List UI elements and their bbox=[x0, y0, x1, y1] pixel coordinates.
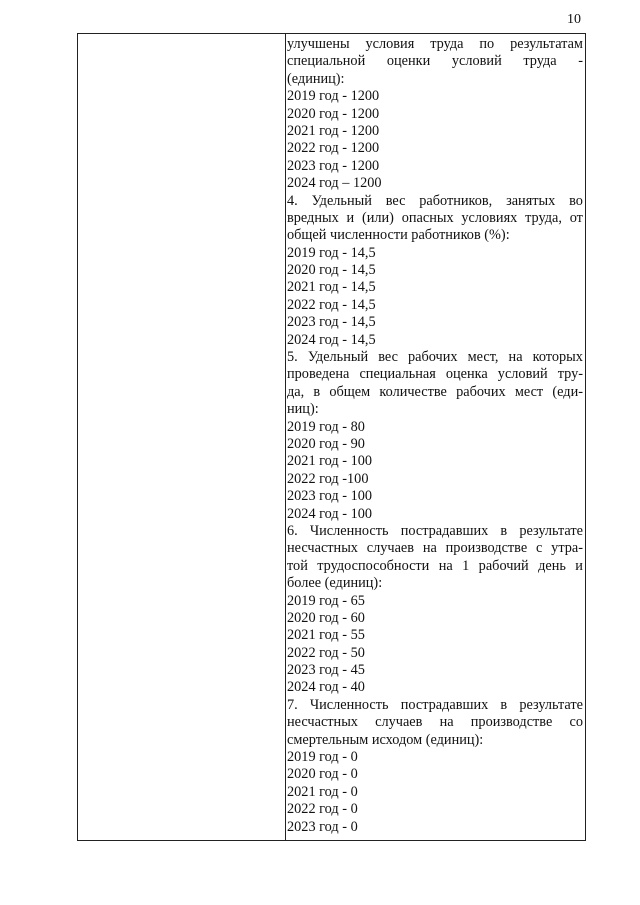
heading-word: Численность bbox=[309, 696, 389, 713]
indicator-heading-line bbox=[287, 558, 583, 575]
heading-word: которых bbox=[532, 349, 583, 366]
heading-word: на bbox=[508, 349, 523, 366]
year-value-line: 2024 год - 14,5 bbox=[287, 331, 376, 348]
year-value-line: 2023 год - 100 bbox=[287, 488, 373, 505]
indicator-heading-line bbox=[287, 540, 583, 557]
heading-text: более (единиц): bbox=[287, 575, 383, 592]
heading-word: пострадавших bbox=[400, 696, 489, 713]
heading-word: на bbox=[438, 557, 453, 574]
table-right-column bbox=[287, 36, 583, 836]
year-value-line: 2024 год - 100 bbox=[287, 505, 373, 522]
heading-word: рабочих bbox=[408, 349, 458, 366]
heading-word: мест, bbox=[467, 349, 499, 366]
heading-word: условий bbox=[497, 366, 548, 383]
heading-word: в bbox=[313, 383, 321, 400]
heading-word: день bbox=[538, 557, 566, 574]
heading-word: оценка bbox=[445, 366, 488, 383]
heading-word: во bbox=[569, 192, 583, 209]
heading-word: Численность bbox=[309, 522, 389, 539]
indicator-heading-line bbox=[287, 732, 583, 749]
heading-word: - bbox=[578, 53, 583, 70]
year-value-line: 2022 год - 1200 bbox=[287, 140, 380, 157]
year-value-line: 2020 год - 14,5 bbox=[287, 262, 376, 279]
year-value-line: 2021 год - 100 bbox=[287, 453, 373, 470]
heading-word: вес bbox=[378, 349, 398, 366]
year-value-line: 2020 год - 0 bbox=[287, 766, 358, 783]
indicator-block bbox=[287, 349, 583, 523]
heading-word: трудоспособности bbox=[317, 557, 430, 574]
heading-word: занятых bbox=[506, 192, 556, 209]
heading-word: утра- bbox=[551, 540, 583, 557]
heading-word: общем bbox=[329, 383, 371, 400]
heading-text: смертельным исходом (единиц): bbox=[287, 731, 484, 748]
indicator-heading-line bbox=[287, 36, 583, 53]
indicator-table bbox=[77, 33, 586, 841]
indicator-block bbox=[287, 697, 583, 836]
indicator-heading-line bbox=[287, 71, 583, 88]
indicator-heading-line bbox=[287, 227, 583, 244]
year-value-line: 2024 год - 40 bbox=[287, 679, 365, 696]
indicator-block bbox=[287, 36, 583, 193]
year-value-line: 2022 год - 50 bbox=[287, 644, 365, 661]
heading-word: на bbox=[422, 540, 437, 557]
heading-word: вредных bbox=[287, 209, 339, 226]
heading-word: 1 bbox=[462, 557, 470, 574]
heading-word: специальной bbox=[287, 53, 366, 70]
indicator-heading-line bbox=[287, 575, 583, 592]
heading-word: специальная bbox=[359, 366, 436, 383]
heading-word: производстве bbox=[445, 540, 528, 557]
year-value-line: 2019 год - 80 bbox=[287, 418, 365, 435]
heading-word: 4. bbox=[287, 192, 298, 209]
heading-word: тру- bbox=[557, 366, 583, 383]
heading-word: по bbox=[479, 36, 495, 52]
heading-word: 6. bbox=[287, 522, 298, 539]
indicator-heading-line bbox=[287, 349, 583, 366]
page-number: 10 bbox=[567, 12, 581, 27]
year-value-line: 2021 год - 0 bbox=[287, 783, 358, 800]
heading-word: мест bbox=[514, 383, 544, 400]
year-value-line: 2019 год - 1200 bbox=[287, 88, 380, 105]
year-value-line: 2022 год -100 bbox=[287, 470, 369, 487]
indicator-heading-line bbox=[287, 193, 583, 210]
heading-word: в bbox=[500, 522, 508, 539]
heading-word: случаев bbox=[366, 540, 415, 557]
indicator-heading-line bbox=[287, 714, 583, 731]
year-value-line: 2021 год - 14,5 bbox=[287, 279, 376, 296]
heading-word: от bbox=[569, 209, 583, 226]
indicator-heading-line bbox=[287, 210, 583, 227]
heading-word: да, bbox=[287, 383, 305, 400]
year-value-line: 2024 год – 1200 bbox=[287, 175, 382, 192]
heading-word: несчастных bbox=[287, 540, 358, 557]
heading-word: и bbox=[346, 209, 355, 226]
heading-word: условиях bbox=[461, 209, 518, 226]
year-value-line: 2023 год - 14,5 bbox=[287, 314, 376, 331]
heading-word: 7. bbox=[287, 696, 298, 713]
year-value-line: 2020 год - 90 bbox=[287, 435, 365, 452]
heading-word: в bbox=[500, 696, 508, 713]
year-value-line: 2023 год - 45 bbox=[287, 662, 365, 679]
year-value-line: 2019 год - 14,5 bbox=[287, 244, 376, 261]
table-left-column bbox=[78, 34, 286, 840]
heading-word: и bbox=[575, 557, 583, 574]
heading-word: случаев bbox=[375, 714, 423, 731]
heading-word: условий bbox=[451, 53, 502, 70]
indicator-heading-line bbox=[287, 366, 583, 383]
year-value-line: 2020 год - 1200 bbox=[287, 105, 380, 122]
heading-word: со bbox=[569, 714, 583, 731]
heading-word: 5. bbox=[287, 349, 298, 366]
indicator-heading-line bbox=[287, 53, 583, 70]
year-value-line: 2022 год - 0 bbox=[287, 801, 358, 818]
indicator-heading-line bbox=[287, 401, 583, 418]
heading-word: (еди- bbox=[552, 383, 583, 400]
indicator-heading-line bbox=[287, 523, 583, 540]
heading-word: результате bbox=[519, 522, 583, 539]
heading-word: Удельный bbox=[311, 192, 372, 209]
heading-text: общей численности работников (%): bbox=[287, 227, 510, 244]
heading-word: результате bbox=[519, 696, 583, 713]
heading-word: производстве bbox=[470, 714, 553, 731]
year-value-line: 2023 год - 0 bbox=[287, 818, 358, 835]
heading-word: проведена bbox=[287, 366, 350, 383]
heading-word: несчастных bbox=[287, 714, 358, 731]
indicator-block bbox=[287, 193, 583, 350]
year-value-line: 2020 год - 60 bbox=[287, 609, 365, 626]
heading-word: работников, bbox=[419, 192, 493, 209]
heading-word: вес bbox=[385, 192, 406, 209]
heading-word: результатам bbox=[510, 36, 583, 52]
year-value-line: 2022 год - 14,5 bbox=[287, 296, 376, 313]
indicator-block bbox=[287, 523, 583, 697]
year-value-line: 2019 год - 0 bbox=[287, 749, 358, 766]
heading-word: (или) bbox=[361, 209, 394, 226]
heading-text: (единиц): bbox=[287, 70, 345, 87]
heading-word: той bbox=[287, 557, 308, 574]
heading-word: рабочий bbox=[478, 557, 529, 574]
heading-word: условия bbox=[365, 36, 415, 52]
heading-word: труда bbox=[523, 53, 557, 70]
heading-word: количестве bbox=[379, 383, 447, 400]
indicator-heading-line bbox=[287, 384, 583, 401]
year-value-line: 2021 год - 1200 bbox=[287, 122, 380, 139]
heading-word: труда, bbox=[525, 209, 562, 226]
heading-word: пострадавших bbox=[400, 522, 489, 539]
year-value-line: 2023 год - 1200 bbox=[287, 157, 380, 174]
year-value-line: 2019 год - 65 bbox=[287, 592, 365, 609]
heading-text: ниц): bbox=[287, 401, 319, 418]
heading-word: улучшены bbox=[287, 36, 350, 52]
indicator-heading-line bbox=[287, 697, 583, 714]
heading-word: оценки bbox=[386, 53, 431, 70]
heading-word: опасных bbox=[401, 209, 454, 226]
heading-word: на bbox=[439, 714, 454, 731]
heading-word: рабочих bbox=[456, 383, 506, 400]
heading-word: Удельный bbox=[307, 349, 369, 366]
heading-word: с bbox=[536, 540, 543, 557]
heading-word: труда bbox=[430, 36, 464, 52]
year-value-line: 2021 год - 55 bbox=[287, 627, 365, 644]
